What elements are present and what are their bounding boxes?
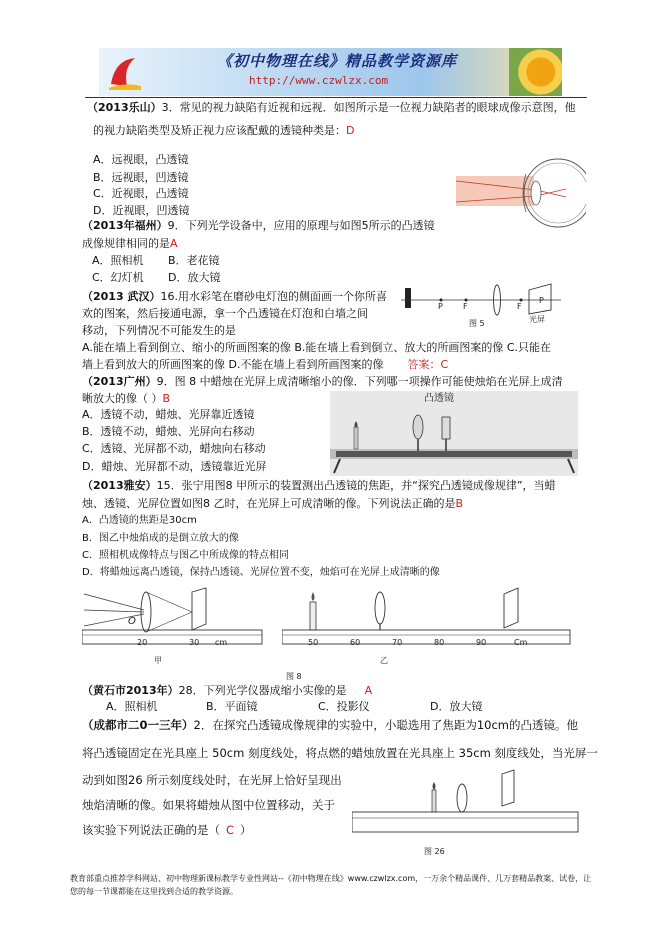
yi-tick-80: 80 xyxy=(434,638,445,647)
figure-26 xyxy=(352,768,580,848)
q1-source: （2013乐山） xyxy=(87,101,162,114)
q3-text2: 欢的图案，然后接通电源，拿一个凸透镜在灯泡和白墙之间 xyxy=(82,307,368,320)
q7-text2: 将凸透镜固定在光具座上 50cm 刻度线处，将点燃的蜡烛放置在光具座上 35cm 刻度线处，当光屏一 xyxy=(82,746,598,760)
q1-answer: D xyxy=(346,124,355,137)
fig26-caption: 图 26 xyxy=(424,847,445,856)
q5-option-d: D．将蜡烛远离凸透镜，保持凸透镜、光屏位置不变，烛焰可在光屏上成清晰的像 xyxy=(82,567,440,578)
q1-line2 xyxy=(93,124,354,138)
q2-source: （2013年福州） xyxy=(82,219,168,232)
fig5-label-f1: F xyxy=(463,302,468,311)
jia-label-o: O xyxy=(128,616,136,627)
banner-url[interactable]: http://www.czwlzx.com xyxy=(249,74,389,87)
q4-option-d: D．蜡烛、光屏都不动，透镜靠近光屏 xyxy=(82,460,267,473)
sunflower-icon xyxy=(509,48,562,96)
q1-option-d: D．近视眼，凹透镜 xyxy=(93,204,190,217)
fig5-screen-label: 光屏 xyxy=(529,315,545,324)
q4-line2 xyxy=(82,392,170,406)
q3-text3: 移动，下列情况不可能发生的是 xyxy=(82,324,236,337)
q6-text: 28．下列光学仪器成缩小实像的是 xyxy=(178,684,347,697)
yi-tick-50: 50 xyxy=(308,638,319,647)
q6-line1 xyxy=(82,684,372,698)
q1-text2: 的视力缺陷类型及矫正视力应该配戴的透镜种类是： xyxy=(93,124,346,137)
q3-text1: 16.用水彩笔在磨砂电灯泡的侧面画一个你所喜 xyxy=(160,290,387,303)
q1-option-c: C．近视眼，凸透镜 xyxy=(93,187,189,200)
q3-line5 xyxy=(82,358,448,372)
q3-line5-text: 墙上看到放大的所画图案的像 D.不能在墙上看到所画图案的像 xyxy=(82,358,384,371)
fig8-yi-label: 乙 xyxy=(380,656,388,665)
q2-text1: 9．下列光学设备中，应用的原理与如图5所示的凸透镜 xyxy=(167,219,435,232)
header-rule xyxy=(85,97,587,98)
eye-diagram xyxy=(456,152,586,234)
q2-line2 xyxy=(82,237,178,251)
q7-line1 xyxy=(82,718,578,732)
q5-option-c: C．照相机成像特点与图乙中所成像的特点相同 xyxy=(82,550,289,561)
q6-answer: A xyxy=(364,684,373,697)
q6-option-c: C．投影仪 xyxy=(318,700,370,713)
fig5-label-p1: P xyxy=(438,302,443,311)
figure-8-yi xyxy=(282,580,572,650)
q3-source: （2013 武汉） xyxy=(82,290,161,303)
q7-text5: 该实验下列说法正确的是（ xyxy=(82,823,220,837)
yi-tick-60: 60 xyxy=(350,638,361,647)
q3-line4: A.能在墙上看到倒立、缩小的所画图案的像 B.能在墙上看到倒立、放大的所画图案的像 C.只能在 xyxy=(82,341,552,354)
q4-source: （2013广州） xyxy=(82,375,157,388)
q5-answer: B xyxy=(455,497,464,510)
q5-text2: 烛、透镜、光屏位置如图8 乙时，在光屏上可成清晰的像。下列说法正确的是 xyxy=(82,497,456,510)
q6-option-a: A．照相机 xyxy=(106,700,158,713)
figure-8-jia xyxy=(82,580,264,650)
q2-answer: A xyxy=(170,237,178,250)
q2-option-d: D．放大镜 xyxy=(168,271,221,284)
q7-source: （成都市二0一三年） xyxy=(82,718,194,732)
q5-text1: 15．张宁用图8 甲所示的装置测出凸透镜的焦距，并“探究凸透镜成像规律”，当蜡 xyxy=(156,479,556,492)
header-banner xyxy=(99,48,562,96)
q5-line1 xyxy=(82,479,556,493)
q4-option-a: A．透镜不动，蜡烛、光屏靠近透镜 xyxy=(82,408,255,421)
q3-line1 xyxy=(82,290,387,304)
q3-answer: 答案：C xyxy=(407,358,449,371)
figure-5 xyxy=(401,282,571,332)
q7-answer: C xyxy=(226,823,235,837)
q1-line1 xyxy=(87,101,576,115)
q5-line2 xyxy=(82,497,463,511)
logo-icon xyxy=(105,52,145,92)
jia-tick-20: 20 xyxy=(137,638,148,647)
q6-option-d: D．放大镜 xyxy=(430,700,483,713)
q1-option-a: A．远视眼，凸透镜 xyxy=(93,153,189,166)
jia-tick-30: 30 xyxy=(189,638,200,647)
q2-option-b: B．老花镜 xyxy=(168,254,220,267)
yi-tick-90: 90 xyxy=(476,638,487,647)
convex-lens-label: 凸透镜 xyxy=(424,393,454,404)
footer-text: 教育部重点推荐学科网站、初中物理新课标教学专业性网站--《初中物理在线》www.czwlzx.com，一万余个精品课件、几万套精品教案、试卷，让您的每一节课都能在这里找到合适的教学资源。 xyxy=(70,874,592,896)
q7-text3: 动到如图26 所示刻度线处时，在光屏上恰好呈现出 xyxy=(82,773,342,787)
banner-title: 《初中物理在线》精品教学资源库 xyxy=(217,52,458,70)
fig5-caption: 图 5 xyxy=(469,319,485,328)
q7-text4: 烛焰清晰的像。如果将蜡烛从图中位置移动，关于 xyxy=(82,798,335,812)
q2-line1 xyxy=(82,219,435,233)
q1-option-b: B．远视眼，凹透镜 xyxy=(93,171,189,184)
q4-line1 xyxy=(82,375,563,389)
q1-text1: 3．常见的视力缺陷有近视和远视．如图所示是一位视力缺陷者的眼球成像示意图，他 xyxy=(161,101,576,114)
q2-option-c: C．幻灯机 xyxy=(92,271,144,284)
q7-close: ） xyxy=(240,823,252,837)
yi-tick-70: 70 xyxy=(392,638,403,647)
q7-text1: 2．在探究凸透镜成像规律的实验中，小聪选用了焦距为10cm的凸透镜。他 xyxy=(193,718,578,732)
q2-option-a: A．照相机 xyxy=(92,254,144,267)
q4-text2: 晰放大的像（ ） xyxy=(82,392,163,405)
jia-tick-cm: cm xyxy=(215,638,228,647)
q7-line5 xyxy=(82,823,252,837)
q6-source: （黄石市2013年） xyxy=(82,684,179,697)
q4-option-b: B．透镜不动，蜡烛、光屏向右移动 xyxy=(82,425,255,438)
q5-source: （2013雅安） xyxy=(82,479,157,492)
q4-answer: B xyxy=(162,392,171,405)
q2-text2: 成像规律相同的是 xyxy=(82,237,170,250)
fig8-caption: 图 8 xyxy=(286,672,302,681)
fig5-label-p2: P xyxy=(539,296,544,305)
yi-tick-cm: Cm xyxy=(514,638,528,647)
bench-photo xyxy=(330,391,578,476)
q6-option-b: B．平面镜 xyxy=(206,700,258,713)
fig5-label-f2: F xyxy=(517,302,522,311)
q4-text1: 9．图 8 中蜡烛在光屏上成清晰缩小的像．下列哪一项操作可能使烛焰在光屏上成清 xyxy=(156,375,563,388)
q4-option-c: C．透镜、光屏都不动，蜡烛向右移动 xyxy=(82,442,266,455)
q5-option-a: A．凸透镜的焦距是30cm xyxy=(82,515,197,526)
fig8-jia-label: 甲 xyxy=(154,656,162,665)
q5-option-b: B．图乙中烛焰成的是倒立放大的像 xyxy=(82,533,239,544)
